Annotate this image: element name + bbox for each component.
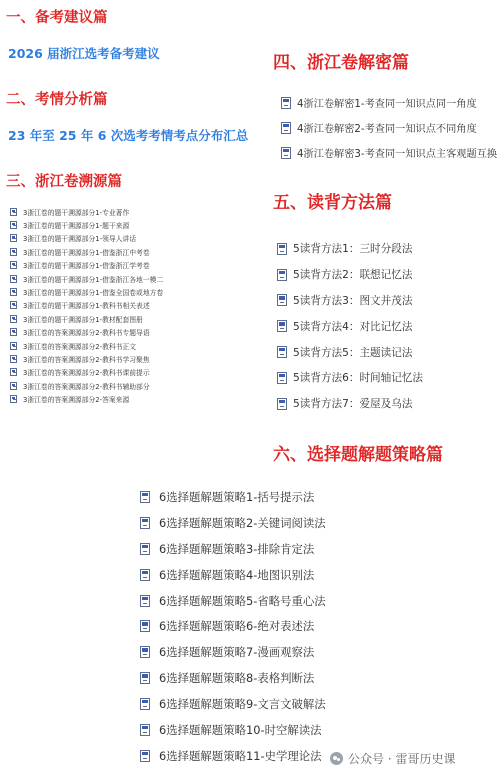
list-item-label: 6选择题解题策略6-绝对表述法 [159, 619, 315, 634]
list-item[interactable] [281, 115, 497, 140]
list-item-label: 3浙江卷的题干溯源部分1-教科书相关表述 [23, 302, 150, 311]
list-item[interactable] [10, 232, 163, 245]
list-item[interactable] [140, 510, 326, 536]
list-item[interactable] [140, 484, 326, 510]
list-item[interactable] [140, 691, 326, 717]
document-icon [277, 294, 287, 306]
document-icon [10, 275, 17, 283]
section-title-zhejiang-source: 三、浙江卷溯源篇 [6, 174, 122, 190]
document-icon [10, 395, 17, 403]
recite-file-list [277, 236, 423, 417]
list-item-label: 3浙江卷的答案溯源部分2-教科书课前提示 [23, 369, 150, 378]
document-icon [277, 372, 287, 384]
document-icon [10, 355, 17, 363]
section-title-exam-analysis: 二、考情分析篇 [6, 92, 108, 108]
list-item-label: 5读背方法7：爱屋及乌法 [293, 398, 413, 411]
list-item[interactable] [10, 259, 163, 272]
section-title-zhejiang-decode: 四、浙江卷解密篇 [273, 53, 409, 73]
list-item[interactable] [277, 339, 423, 365]
list-item[interactable] [277, 391, 423, 417]
document-icon [10, 301, 17, 309]
watermark-text: 公众号 · 雷哥历史课 [348, 752, 456, 766]
list-item-label: 3浙江卷的答案溯源部分2-教科书辅助部分 [23, 382, 150, 391]
list-item-label: 6选择题解题策略8-表格判断法 [159, 671, 315, 686]
list-item[interactable] [140, 665, 326, 691]
list-item-label: 3浙江卷的题干溯源部分1-专业著作 [23, 208, 130, 217]
list-item-label: 3浙江卷的答案溯源部分2-教科书专题导语 [23, 329, 150, 338]
list-item-label: 5读背方法4：对比记忆法 [293, 320, 413, 333]
strategy-file-list [140, 484, 326, 769]
list-item-label: 3浙江卷的题干溯源部分1-借鉴浙江学考卷 [23, 262, 150, 271]
document-icon [10, 261, 17, 269]
list-item[interactable] [10, 352, 163, 365]
list-item[interactable] [10, 245, 163, 258]
source-file-list [10, 205, 163, 406]
list-item-label: 3浙江卷的题干溯源部分1-借鉴全国卷或地方卷 [23, 289, 164, 298]
list-item[interactable] [140, 536, 326, 562]
list-item[interactable] [277, 236, 423, 262]
list-item-label: 3浙江卷的答案溯源部分2-教科书学习聚焦 [23, 355, 150, 364]
list-item[interactable] [140, 613, 326, 639]
list-item-label: 6选择题解题策略4-地图识别法 [159, 567, 315, 582]
list-item-label: 6选择题解题策略3-排除肯定法 [159, 541, 315, 556]
list-item-label: 3浙江卷的题干溯源部分1-题干来源 [23, 222, 130, 231]
list-item-label: 6选择题解题策略1-括号提示法 [159, 489, 315, 504]
document-icon [10, 382, 17, 390]
document-icon [140, 595, 150, 607]
list-item[interactable] [281, 90, 497, 115]
list-item-label: 3浙江卷的答案溯源部分2-教科书正文 [23, 342, 137, 351]
document-icon [140, 569, 150, 581]
list-item-label: 6选择题解题策略10-时空解读法 [159, 722, 322, 737]
list-item-label: 6选择题解题策略5-省略号重心法 [159, 593, 326, 608]
wechat-icon [330, 752, 343, 765]
list-item[interactable] [140, 639, 326, 665]
link-2026-advice[interactable]: 2026 届浙江选考备考建议 [8, 46, 160, 61]
decode-file-list [281, 90, 497, 165]
list-item-label: 5读背方法5：主题读记法 [293, 346, 413, 359]
list-item[interactable] [10, 392, 163, 405]
list-item-label: 6选择题解题策略9-文言文破解法 [159, 697, 326, 712]
document-icon [10, 248, 17, 256]
document-icon [281, 147, 291, 159]
list-item[interactable] [10, 272, 163, 285]
document-icon [281, 97, 291, 109]
section-title-exam-advice: 一、备考建议篇 [6, 10, 108, 26]
list-item[interactable] [140, 743, 326, 769]
list-item[interactable] [10, 312, 163, 325]
list-item[interactable] [10, 299, 163, 312]
document-icon [140, 646, 150, 658]
list-item-label: 5读背方法6：时间轴记忆法 [293, 372, 424, 385]
list-item[interactable] [277, 262, 423, 288]
section-title-recite-methods: 五、读背方法篇 [273, 193, 392, 213]
watermark [330, 750, 455, 767]
list-item[interactable] [140, 717, 326, 743]
document-icon [277, 398, 287, 410]
document-icon [277, 243, 287, 255]
document-icon [140, 724, 150, 736]
document-icon [10, 342, 17, 350]
section-title-choice-strategies: 六、选择题解题策略篇 [273, 445, 443, 465]
document-icon [140, 620, 150, 632]
list-item-label: 3浙江卷的题干溯源部分1-领导人讲话 [23, 235, 137, 244]
document-icon [10, 234, 17, 242]
document-icon [277, 320, 287, 332]
document-icon [140, 491, 150, 503]
document-icon [140, 672, 150, 684]
document-icon [277, 269, 287, 281]
list-item[interactable] [10, 205, 163, 218]
list-item[interactable] [277, 365, 423, 391]
list-item[interactable] [10, 379, 163, 392]
document-icon [277, 346, 287, 358]
list-item-label: 3浙江卷的题干溯源部分1-借鉴浙江各地一模二 [23, 275, 164, 284]
document-icon [140, 543, 150, 555]
list-item-label: 5读背方法1：三时分段法 [293, 243, 413, 256]
list-item[interactable] [140, 562, 326, 588]
document-icon [140, 517, 150, 529]
document-icon [10, 221, 17, 229]
list-item-label: 5读背方法2：联想记忆法 [293, 269, 413, 282]
list-item[interactable] [10, 218, 163, 231]
document-icon [10, 368, 17, 376]
list-item[interactable] [10, 366, 163, 379]
list-item[interactable] [10, 285, 163, 298]
document-icon [10, 328, 17, 336]
list-item-label: 3浙江卷的答案溯源部分2-答案来源 [23, 396, 130, 405]
list-item[interactable] [10, 326, 163, 339]
list-item-label: 6选择题解题策略11-史学理论法 [159, 748, 322, 763]
list-item[interactable] [10, 339, 163, 352]
document-icon [140, 698, 150, 710]
document-icon [10, 315, 17, 323]
list-item[interactable] [281, 140, 497, 165]
document-icon [10, 208, 17, 216]
list-item[interactable] [140, 588, 326, 614]
document-icon [10, 288, 17, 296]
link-exam-distribution-summary[interactable]: 23 年至 25 年 6 次选考考情考点分布汇总 [8, 128, 249, 143]
list-item[interactable] [277, 288, 423, 314]
document-icon [140, 750, 150, 762]
list-item-label: 3浙江卷的题干溯源部分1-教材配套图册 [23, 315, 143, 324]
list-item-label: 4浙江卷解密2-考查同一知识点不同角度 [297, 124, 477, 135]
list-item-label: 4浙江卷解密1-考查同一知识点同一角度 [297, 99, 477, 110]
list-item-label: 4浙江卷解密3-考查同一知识点主客观题互换 [297, 149, 498, 160]
list-item-label: 6选择题解题策略2-关键词阅读法 [159, 515, 326, 530]
list-item-label: 6选择题解题策略7-漫画观察法 [159, 645, 315, 660]
list-item-label: 3浙江卷的题干溯源部分1-借鉴浙江中考卷 [23, 248, 150, 257]
document-icon [281, 122, 291, 134]
list-item-label: 5读背方法3：图文并茂法 [293, 294, 413, 307]
list-item[interactable] [277, 313, 423, 339]
